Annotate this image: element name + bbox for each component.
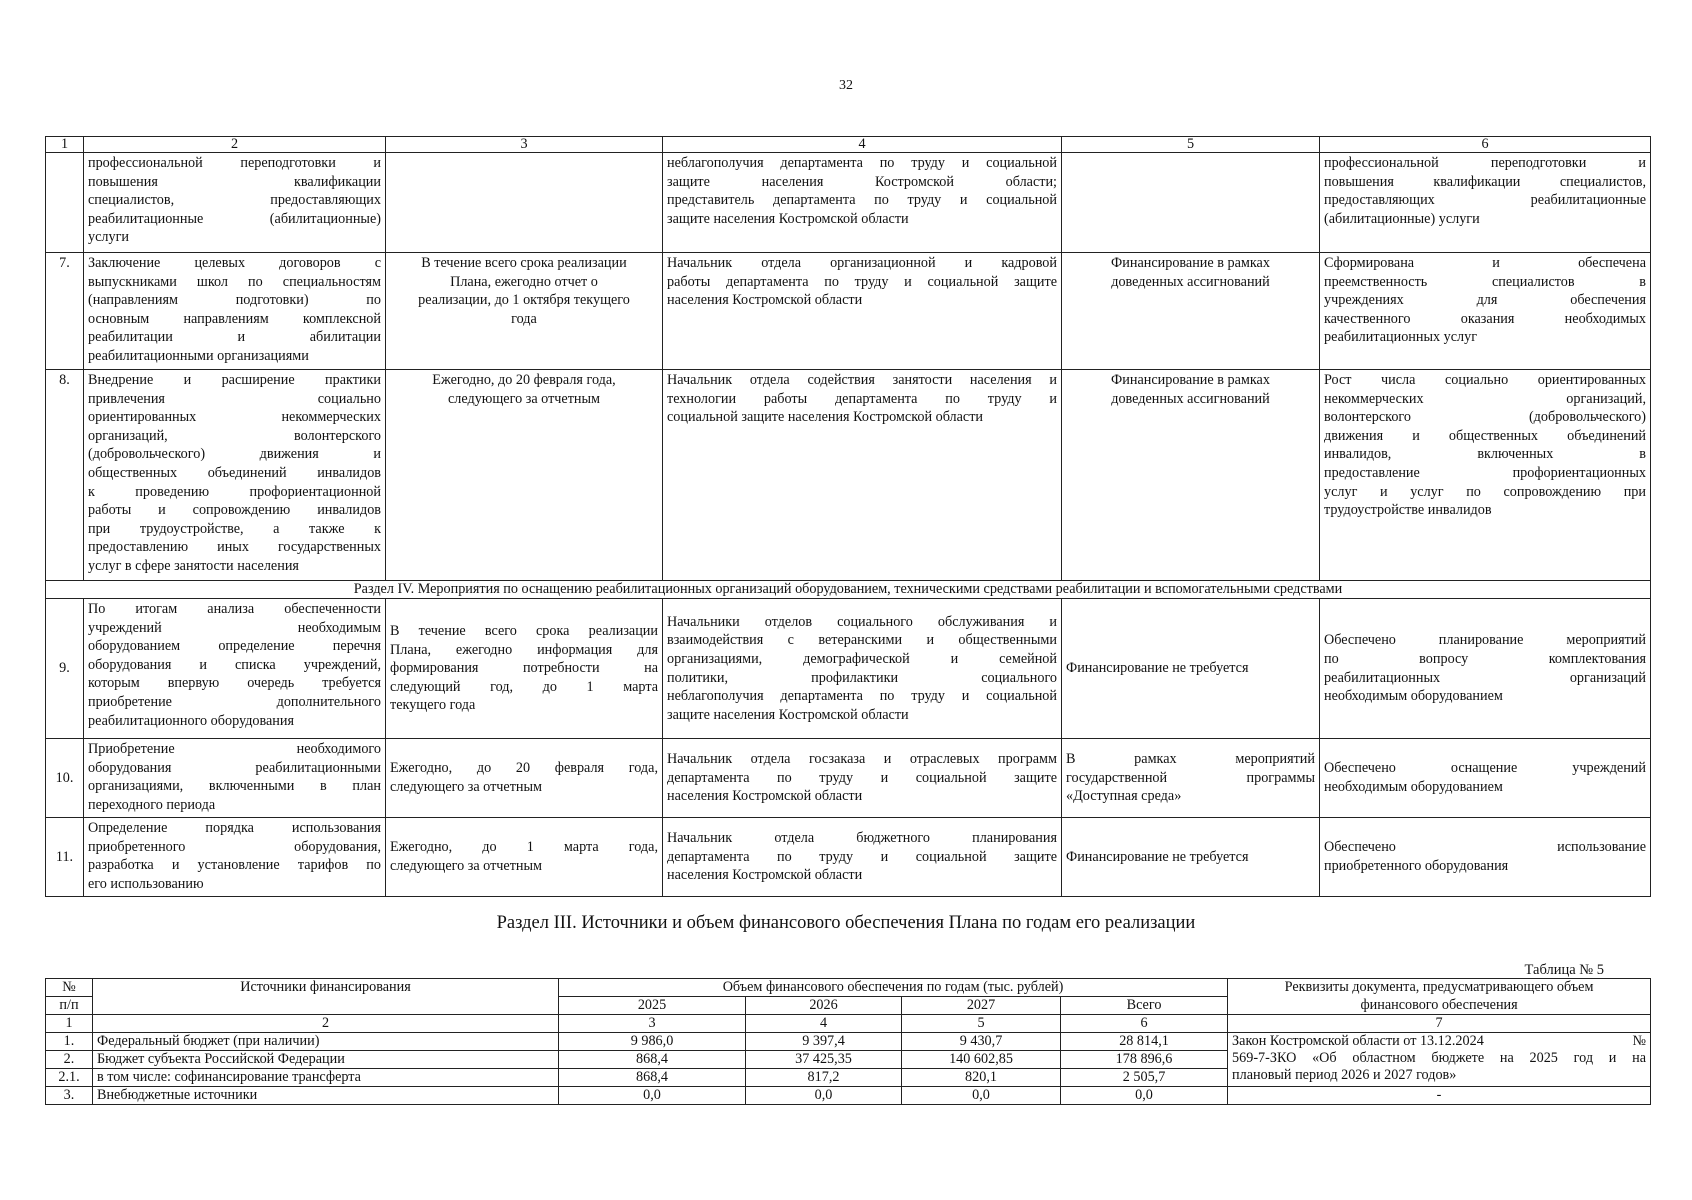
text-line: Заключение целевых договоров с — [88, 255, 381, 271]
text-line: при трудоустройстве, а также к — [88, 520, 381, 537]
header-cell: 3 — [386, 137, 663, 153]
text-line: привлечения социально — [88, 390, 381, 407]
text-line: Сформирована и обеспечена — [1324, 255, 1646, 271]
row-number: 2. — [46, 1051, 93, 1069]
text-line: движения и общественных объединений — [1324, 427, 1646, 444]
text-line: организациями, включенными в план — [88, 778, 381, 795]
num-header-2: п/п — [46, 997, 93, 1015]
requisites-line: 569-7-ЗКО «Об областном бюджете на 2025 год и на — [1232, 1050, 1647, 1066]
requisites-cell — [1228, 1033, 1651, 1087]
text-line: Начальник отдела содействия занятости населения и — [667, 372, 1057, 388]
text-line: Плана, ежегодно отчет о — [450, 273, 598, 290]
text-line: департамента по труду и социальной защите — [667, 848, 1057, 865]
value-2026: 9 397,4 — [746, 1033, 902, 1051]
column-number: 5 — [902, 1015, 1061, 1033]
text-line: приобретенного оборудования, — [88, 838, 381, 855]
column-number: 4 — [746, 1015, 902, 1033]
cell-measure — [84, 370, 386, 581]
value-total: 28 814,1 — [1061, 1033, 1228, 1051]
value-2026: 817,2 — [746, 1069, 902, 1087]
header-cell: 6 — [1320, 137, 1651, 153]
text-line: Внедрение и расширение практики — [88, 372, 381, 388]
text-line: Начальник отдела госзаказа и отраслевых программ — [667, 751, 1057, 768]
year-header: 2025 — [559, 997, 746, 1015]
table-row — [46, 370, 1651, 581]
table-row — [46, 153, 1651, 253]
header-cell: 5 — [1062, 137, 1320, 153]
text-line: (добровольческого) движения и — [88, 446, 381, 463]
section4-title: Раздел IV. Мероприятия по оснащению реабилитационных организаций оборудованием, техническими средствами реабилитации и вспомогательными средствами — [46, 581, 1651, 599]
column-numbers-row — [46, 1015, 1651, 1033]
text-line: предоставлению иных государственных — [88, 539, 381, 556]
text-line: Финансирование в рамках — [1111, 255, 1270, 271]
requisites-line: Закон Костромской области от 13.12.2024 — [1232, 1033, 1484, 1049]
text-line: представитель департамента по труду и социальной — [667, 192, 1057, 209]
value-2027: 0,0 — [902, 1087, 1061, 1105]
page-number: 32 — [839, 78, 853, 93]
column-number: 6 — [1061, 1015, 1228, 1033]
value-2027: 820,1 — [902, 1069, 1061, 1087]
column-number: 3 — [559, 1015, 746, 1033]
text-line: реабилитационными организациями — [88, 347, 309, 364]
sources-header: Источники финансирования — [93, 979, 559, 1015]
text-line: Определение порядка использования — [88, 820, 381, 836]
year-header: 2026 — [746, 997, 902, 1015]
cell-deadline — [386, 818, 663, 897]
text-line: текущего года — [390, 697, 476, 714]
table-row — [46, 739, 1651, 818]
text-line: доведенных ассигнований — [1111, 390, 1270, 407]
text-line: приобретение дополнительного — [88, 693, 381, 710]
text-line: учреждений необходимым — [88, 619, 381, 636]
cell-measure — [84, 153, 386, 253]
cell-result — [1320, 253, 1651, 370]
cell-responsible — [663, 739, 1062, 818]
text-line: качественного оказания необходимых — [1324, 310, 1646, 327]
text-line: профессиональной переподготовки и — [88, 155, 381, 171]
text-line: населения Костромской области — [667, 788, 863, 805]
text-line: неблагополучия департамента по труду и социальной — [667, 155, 1057, 171]
plan-table-header — [46, 137, 1651, 153]
text-line: реабилитационные (абилитационные) — [88, 210, 381, 227]
source-name: Внебюджетные источники — [93, 1087, 559, 1105]
row-number: 1. — [46, 1033, 93, 1051]
text-line: Начальники отделов социального обслуживания и — [667, 613, 1057, 630]
cell-responsible — [663, 153, 1062, 253]
cell-responsible — [663, 818, 1062, 897]
text-line: взаимодействия с ветеранскими и общественными — [667, 632, 1057, 649]
text-line: департамента по труду и социальной защите — [667, 769, 1057, 786]
plan-table — [45, 136, 1651, 897]
header-cell: 1 — [46, 137, 84, 153]
value-total: 2 505,7 — [1061, 1069, 1228, 1087]
text-line: услуг и услуг по сопровождению при — [1324, 483, 1646, 500]
column-number: 7 — [1228, 1015, 1651, 1033]
text-line: реабилитационных услуг — [1324, 329, 1478, 346]
text-line: некоммерческих организаций, — [1324, 390, 1646, 407]
text-line: следующего за отчетным — [447, 390, 601, 407]
table-row — [46, 1087, 1651, 1105]
text-line: необходимым оборудованием — [1324, 779, 1503, 795]
volume-header: Объем финансового обеспечения по годам (тыс. рублей) — [559, 979, 1228, 997]
text-line: оборудования и списка учреждений, — [88, 656, 381, 673]
cell-responsible — [663, 599, 1062, 739]
text-line: неблагополучия департамента по труду и социальной — [667, 688, 1057, 705]
text-line: работы департамента по труду и социальной защите — [667, 273, 1057, 290]
cell-responsible — [663, 253, 1062, 370]
fin-header-row — [46, 979, 1651, 997]
requisites-line: плановый период 2026 и 2027 годов» — [1232, 1067, 1457, 1083]
text-line: Ежегодно, до 20 февраля года, — [390, 760, 658, 777]
text-line: населения Костромской области — [667, 867, 863, 884]
text-line: услуги — [88, 229, 129, 246]
text-line: технологии работы департамента по труду и — [667, 390, 1057, 407]
text-line: преемственность специалистов в — [1324, 273, 1646, 290]
header-cell: 4 — [663, 137, 1062, 153]
cell-measure — [84, 818, 386, 897]
value-2025: 9 986,0 — [559, 1033, 746, 1051]
cell-deadline — [386, 370, 663, 581]
value-2025: 0,0 — [559, 1087, 746, 1105]
table-label: Таблица № 5 — [1524, 962, 1604, 978]
text-line: Плана, ежегодно информация для — [390, 641, 658, 658]
text-line: организаций, волонтерского — [88, 427, 381, 444]
text-line: (направлениям подготовки) по — [88, 292, 381, 309]
text-line: доведенных ассигнований — [1111, 273, 1270, 290]
text-line: выпускниками школ по специальностям — [88, 273, 381, 290]
text-line: его использованию — [88, 875, 204, 892]
text-line: оборудованием определение перечня — [88, 638, 381, 655]
table-row — [46, 1033, 1651, 1051]
text-line: приобретенного оборудования — [1324, 858, 1509, 874]
requisites-header-1: Реквизиты документа, предусматривающего объем — [1228, 979, 1651, 997]
cell-financing — [1062, 253, 1320, 370]
text-line: Финансирование не требуется — [1066, 660, 1249, 677]
cell-deadline — [386, 599, 663, 739]
text-line: основным направлениям комплексной — [88, 310, 381, 327]
text-line: Финансирование не требуется — [1066, 848, 1249, 865]
text-line: предоставляющих реабилитационные — [1324, 192, 1646, 209]
year-header: Всего — [1061, 997, 1228, 1015]
text-line: организациями, демографической и семейной — [667, 650, 1057, 667]
cell-result — [1320, 739, 1651, 818]
text-line: Начальник отдела организационной и кадровой — [667, 255, 1057, 271]
text-line: По итогам анализа обеспеченности — [88, 601, 381, 617]
value-2026: 37 425,35 — [746, 1051, 902, 1069]
requisites-dash: - — [1228, 1087, 1651, 1105]
text-line: по вопросу комплектования — [1324, 650, 1646, 667]
section3-title: Раздел III. Источники и объем финансового обеспечения Плана по годам его реализации — [496, 913, 1196, 933]
text-line: профессиональной переподготовки и — [1324, 155, 1646, 171]
text-line: следующий год, до 1 марта — [390, 678, 658, 695]
text-line: трудоустройстве инвалидов — [1324, 502, 1492, 519]
value-2027: 9 430,7 — [902, 1033, 1061, 1051]
text-line: Ежегодно, до 1 марта года, — [390, 839, 658, 856]
year-header: 2027 — [902, 997, 1061, 1015]
cell-measure — [84, 739, 386, 818]
text-line: повышения квалификации специалистов, — [1324, 173, 1646, 190]
row-number: 2.1. — [46, 1069, 93, 1087]
cell-result — [1320, 818, 1651, 897]
text-line: инвалидов, включенных в — [1324, 446, 1646, 463]
text-line: общественных объединений инвалидов — [88, 464, 381, 481]
text-line: В рамках мероприятий — [1066, 751, 1315, 768]
text-line: волонтерского (добровольческого) — [1324, 409, 1646, 426]
text-line: В течение всего срока реализации — [390, 623, 658, 640]
cell-result — [1320, 599, 1651, 739]
cell-deadline — [386, 253, 663, 370]
row-number: 8. — [46, 370, 84, 581]
cell-financing — [1062, 739, 1320, 818]
text-line: политики, профилактики социального — [667, 669, 1057, 686]
text-line: повышения квалификации — [88, 173, 381, 190]
source-name: Бюджет субъекта Российской Федерации — [93, 1051, 559, 1069]
cell-deadline — [386, 739, 663, 818]
text-line: необходимым оборудованием — [1324, 688, 1503, 705]
text-line: реабилитации и абилитации — [88, 329, 381, 346]
text-line: (абилитационные) услуги — [1324, 210, 1480, 227]
text-line: ориентированных некоммерческих — [88, 409, 381, 426]
column-number: 2 — [93, 1015, 559, 1033]
section-row — [46, 581, 1651, 599]
text-line: государственной программы — [1066, 769, 1315, 786]
cell-result — [1320, 153, 1651, 253]
text-line: Финансирование в рамках — [1111, 372, 1270, 388]
text-line: разработка и установление тарифов по — [88, 857, 381, 874]
text-line: которым впервую очередь требуется — [88, 675, 381, 692]
requisites-header-2: финансового обеспечения — [1228, 997, 1651, 1015]
row-number: 9. — [46, 599, 84, 739]
cell-financing — [1062, 370, 1320, 581]
row-number: 11. — [46, 818, 84, 897]
requisites-line: № — [1632, 1033, 1647, 1049]
cell-responsible — [663, 370, 1062, 581]
text-line: предоставление профориентационных — [1324, 464, 1646, 481]
row-number: 7. — [46, 253, 84, 370]
text-line: услуг в сфере занятости населения — [88, 557, 299, 574]
financing-table — [45, 978, 1651, 1105]
text-line: В течение всего срока реализации — [421, 255, 627, 271]
value-2026: 0,0 — [746, 1087, 902, 1105]
text-line: к проведению профориентационной — [88, 483, 381, 500]
value-2025: 868,4 — [559, 1051, 746, 1069]
text-line: населения Костромской области — [667, 292, 863, 309]
text-line: Обеспечено использование — [1324, 839, 1646, 856]
text-line: следующего за отчетным — [390, 779, 543, 795]
text-line: защите населения Костромской области — [667, 706, 909, 723]
text-line: Приобретение необходимого — [88, 741, 381, 757]
text-line: защите населения Костромской области — [667, 210, 909, 227]
text-line: реализации, до 1 октября текущего — [418, 292, 630, 309]
row-number: 10. — [46, 739, 84, 818]
text-line: защите населения Костромской области; — [667, 173, 1057, 190]
value-2025: 868,4 — [559, 1069, 746, 1087]
text-line: года — [511, 310, 537, 327]
value-total: 0,0 — [1061, 1087, 1228, 1105]
text-line: следующего за отчетным — [390, 858, 543, 874]
text-line: Ежегодно, до 20 февраля года, — [432, 372, 616, 388]
cell-measure — [84, 599, 386, 739]
source-name: в том числе: софинансирование трансферта — [93, 1069, 559, 1087]
text-line: Обеспечено оснащение учреждений — [1324, 760, 1646, 777]
table-row — [46, 599, 1651, 739]
text-line: Рост числа социально ориентированных — [1324, 372, 1646, 388]
column-number: 1 — [46, 1015, 93, 1033]
text-line: специалистов, предоставляющих — [88, 192, 381, 209]
text-line: реабилитационного оборудования — [88, 712, 295, 729]
cell-result — [1320, 370, 1651, 581]
value-2027: 140 602,85 — [902, 1051, 1061, 1069]
text-line: реабилитационных организаций — [1324, 669, 1646, 686]
cell-financing — [1062, 599, 1320, 739]
row-number: 3. — [46, 1087, 93, 1105]
table-row — [46, 818, 1651, 897]
text-line: работы и сопровождению инвалидов — [88, 502, 381, 519]
text-line: социальной защите населения Костромской области — [667, 409, 984, 426]
table-row — [46, 253, 1651, 370]
text-line: переходного периода — [88, 796, 216, 813]
cell-measure — [84, 253, 386, 370]
text-line: Начальник отдела бюджетного планирования — [667, 830, 1057, 847]
text-line: формирования потребности на — [390, 660, 658, 677]
text-line: учреждениях для обеспечения — [1324, 292, 1646, 309]
source-name: Федеральный бюджет (при наличии) — [93, 1033, 559, 1051]
num-header: № — [46, 979, 93, 997]
header-cell: 2 — [84, 137, 386, 153]
value-total: 178 896,6 — [1061, 1051, 1228, 1069]
cell-financing — [1062, 818, 1320, 897]
text-line: «Доступная среда» — [1066, 788, 1182, 805]
text-line: оборудования реабилитационными — [88, 759, 381, 776]
text-line: Обеспечено планирование мероприятий — [1324, 632, 1646, 649]
